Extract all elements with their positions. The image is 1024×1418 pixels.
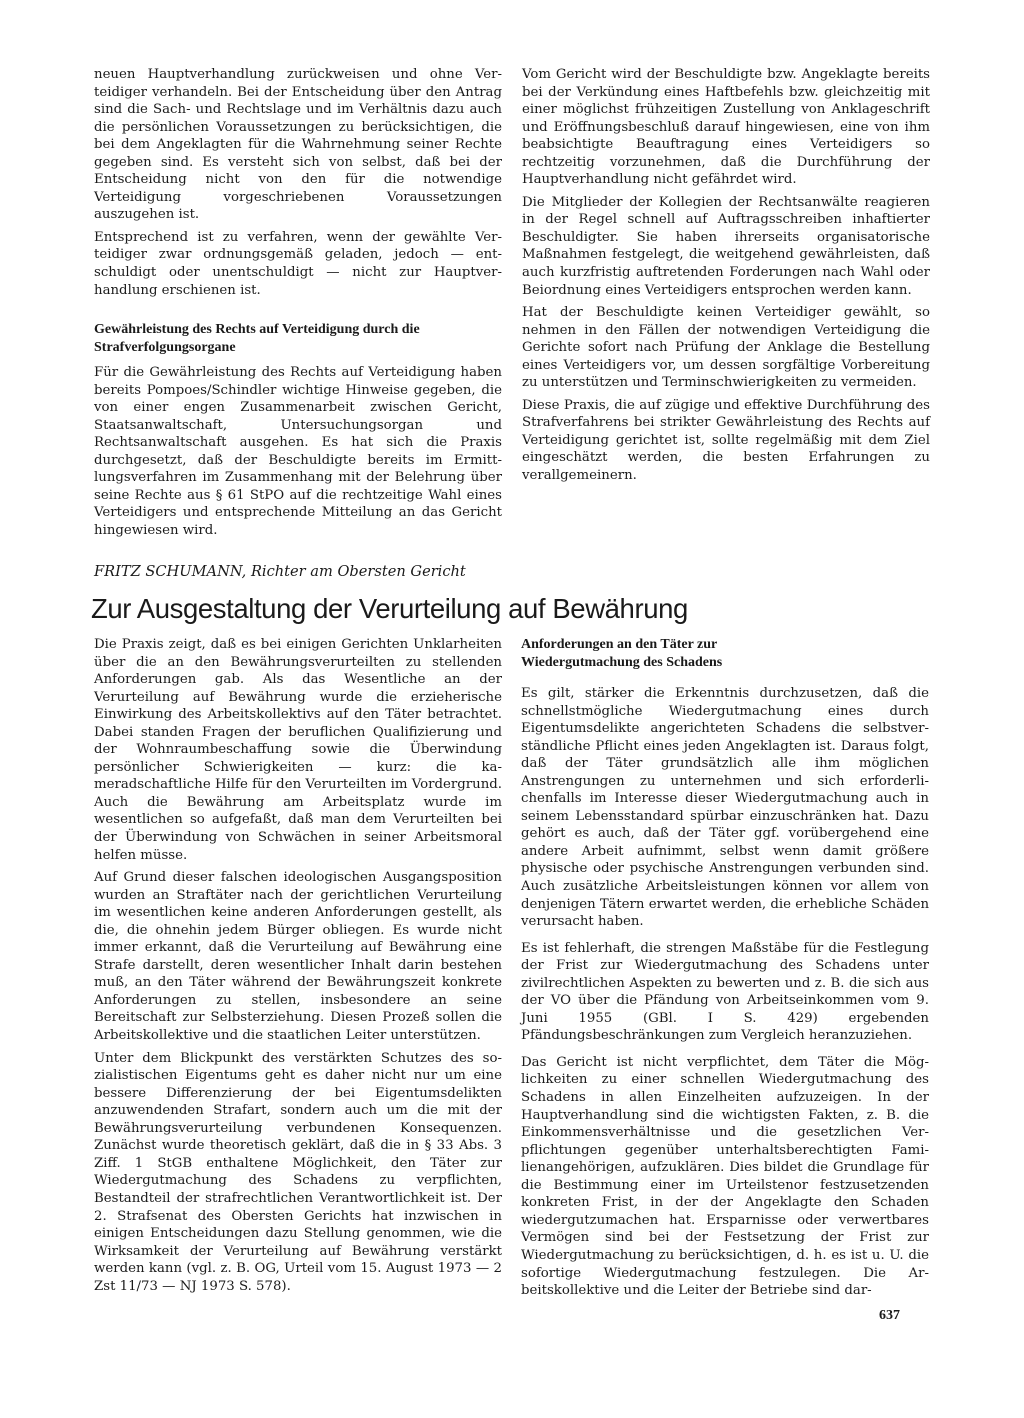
column-top-right	[522, 66, 930, 490]
paragraph: Vom Gericht wird der Beschuldigte bzw. Angeklagte bereits bei der Verkündung eines Haftbefehls bzw. gleichzeitig mit einer möglichst frühzeitigen Zustellung von Anklageschrift und Eröffnungsbeschluß darauf hingewiesen, eine von ihm beabsichtigte Beauftragung eines Verteidigers so rechtzeitig vorzunehmen, daß die Durchführung der Hauptverhandlung nicht gefährdet wird.	[522, 67, 930, 188]
article-author: FRITZ SCHUMANN, Richter am Obersten Gericht	[94, 563, 466, 580]
paragraph: neuen Hauptverhandlung zurückweisen und ohne Verteidiger verhandeln. Bei der Entscheidung über den Antrag sind die Sach- und Rechtslage und im Verhältnis dazu auch die persönlichen Voraussetzungen zu berücksichtigen, die bei dem Angeklagten für die Wahrnehmung seiner Rechte gegeben sind. Es versteht sich von selbst, daß bei der Entscheidung nicht von den für die notwendige Verteidigung vorgeschriebenen Voraussetzungen auszugehen ist.	[94, 67, 502, 223]
paragraph: Auf Grund dieser falschen ideologischen Ausgangsposition wurden an Straftäter nach der gerichtlichen Verurteilung im wesentlichen keine anderen Anforderungen gestellt, als die, die ohnehin jedem Bürger obliegen. Es wurde nicht immer erkannt, daß die Verurteilung auf Bewährung eine Strafe darstellt, deren wesentlicher Inhalt darin bestehen muß, an den Täter während der Bewährungszeit konkrete Anforderungen zu stellen, insbesondere an seine Bereitschaft zur Selbsterziehung. Diesen Prozeß sollen die Arbeitskollektive und die staatlichen Leiter unterstützen.	[94, 870, 502, 1044]
page-number: 637	[879, 1308, 900, 1323]
paragraph: Entsprechend ist zu verfahren, wenn der gewählte Verteidiger zwar ordnungsgemäß geladen, jedoch — entschuldigt oder unentschuldigt — nicht zur Hauptverhandlung erschienen ist.	[94, 229, 502, 298]
paragraph: Diese Praxis, die auf zügige und effektive Durchführung des Strafverfahrens bei strikter Gewährleistung des Rechts auf Verteidigung gerichtet ist, sollte regelmäßig mit dem Ziel eingeschätzt werden, die besten Erfahrungen zu verallgemeinern.	[522, 397, 930, 484]
section-heading: Anforderungen an den Täter zur Wiedergutmachung des Schadens	[521, 637, 723, 670]
paragraph: Die Praxis zeigt, daß es bei einigen Gerichten Unklarheiten über die an den Bewährungsverurteilten zu stellenden Anforderungen gab. Als das Wesentliche an der Verurteilung auf Bewährung wurde die erzieherische Einwirkung des Arbeitskollektivs auf den Täter betrachtet. Dabei standen Fragen der beruflichen Qualifizierung und der Wohnraumbeschaffung sowie die Überwindung persönlicher Schwierigkeiten — kurz: die kameradschaftliche Hilfe für den Verurteilten im Vordergrund. Auch die Bewährung am Arbeitsplatz wurde im wesentlichen so aufgefaßt, daß man dem Verurteilten bei der Überwindung von Schwächen in seiner Arbeitsmoral helfen müsse.	[94, 637, 502, 863]
paragraph: Für die Gewährleistung des Rechts auf Verteidigung haben bereits Pompoes/Schindler wichtige Hinweise gegeben, die von einer engen Zusammenarbeit zwischen Gericht, Staatsanwaltschaft, Untersuchungsorgan und Rechtsanwaltschaft ausgehen. Es hat sich die Praxis durchgesetzt, daß der Beschuldigte bereits im Ermittlungsverfahren im Zusammenhang mit der Belehrung über seine Rechte aus § 61 StPO auf die rechtzeitige Wahl eines Verteidigers und entsprechende Mitteilung an das Gericht hingewiesen wird.	[94, 365, 502, 539]
paragraph: Es ist fehlerhaft, die strengen Maßstäbe für die Festlegung der Frist zur Wiedergutmachung des Schadens unter zivilrechtlichen Aspekten zu bewerten und z. B. die sich aus der VO über die Pfändung von Arbeitseinkommen vom 9. Juni 1955 (GBl. I S. 429) ergebenden Pfändungsbeschränkungen zum Vergleich heranzuziehen.	[521, 940, 929, 1044]
paragraph: Die Mitglieder der Kollegien der Rechtsanwälte reagieren in der Regel schnell auf Auftragsschreiben inhaftierter Beschuldigter. Sie haben ihrerseits organisatorische Maßnahmen festgelegt, die weitgehend gewährleisten, daß auch kurzfristig auftretenden Forderungen nach Wahl oder Beiordnung eines Verteidigers entsprochen werden kann.	[522, 194, 930, 298]
column-bottom-right	[521, 636, 929, 1305]
paragraph: Es gilt, stärker die Erkenntnis durchzusetzen, daß die schnellstmögliche Wiedergutmachung eines durch Eigentumsdelikte angerichteten Schadens die selbstverständliche Pflicht eines jeden Angeklagten ist. Daraus folgt, daß der Täter grundsätzlich alle ihm möglichen Anstrengungen zu unternehmen und sich erforderlichenfalls im Interesse dieser Wiedergutmachung auch in seinem Lebensstandard spürbar einzuschränken hat. Dazu gehört es auch, daß der Täter ggf. vorübergehend eine andere Arbeit aufnimmt, selbst wenn damit größere physische oder psychische Anstrengungen verbunden sind. Auch zusätzliche Arbeitsleistungen können vor allem von denjenigen Tätern erwartet werden, die erhebliche Schäden verursacht haben.	[521, 686, 930, 930]
paragraph: Unter dem Blickpunkt des verstärkten Schutzes des sozialistischen Eigentums geht es daher nicht nur um eine bessere Differenzierung der bei Eigentumsdelikten anzuwendenden Strafart, sondern auch um die mit der Bewährungsverurteilung verbundenen Konsequenzen. Zunächst wurde theoretisch geklärt, daß die in § 33 Abs. 3 Ziff. 1 StGB enthaltene Möglichkeit, den Täter zur Wiedergutmachung des Schadens zu verpflichten, Bestandteil der strafrechtlichen Verantwortlichkeit ist. Der 2. Strafsenat des Obersten Gerichts hat inzwischen in einigen Entscheidungen dazu Stellung genommen, wie die Wirksamkeit der Verurteilung auf Bewährung verstärkt werden kann (vgl. z. B. OG, Urteil vom 15. August 1973 — 2 Zst 11/73 — NJ 1973 S. 578).	[94, 1050, 502, 1294]
column-bottom-left	[94, 636, 502, 1300]
section-heading: Gewährleistung des Rechts auf Verteidigung durch die Strafverfolgungsorgane	[94, 322, 420, 355]
article-title: Zur Ausgestaltung der Verurteilung auf Bewährung	[91, 593, 688, 624]
column-top-left	[94, 66, 502, 545]
paragraph: Hat der Beschuldigte keinen Verteidiger gewählt, so nehmen in den Fällen der notwendigen Verteidigung die Gerichte sofort nach Prüfung der Anklage die Bestellung eines Verteidigers vor, um dessen sorgfältige Vorbereitung zu unterstützen und Terminschwierigkeiten zu vermeiden.	[522, 305, 930, 391]
paragraph: Das Gericht ist nicht verpflichtet, dem Täter die Möglichkeiten zu einer schnellen Wiedergutmachung des Schadens in allen Einzelheiten aufzuzeigen. In der Hauptverhandlung sind die wichtigsten Fakten, z. B. die Einkommensverhältnisse und die gesetzlichen Verpflichtungen gegenüber unterhaltsberechtigten Familienangehörigen, aufzuklären. Dies bildet die Grundlage für die Bestimmung einer im Urteilstenor festzusetzenden konkreten Frist, in der der Angeklagte den Schaden wiedergutzumachen hat. Ersparnisse oder verwertbares Vermögen sind bei der Festsetzung der Frist zur Wiedergutmachung zu berücksichtigen, d. h. es ist u. U. die sofortige Wiedergutmachung festzulegen. Die Arbeitskollektive und die Leiter der Betriebe sind dar-	[521, 1054, 929, 1299]
